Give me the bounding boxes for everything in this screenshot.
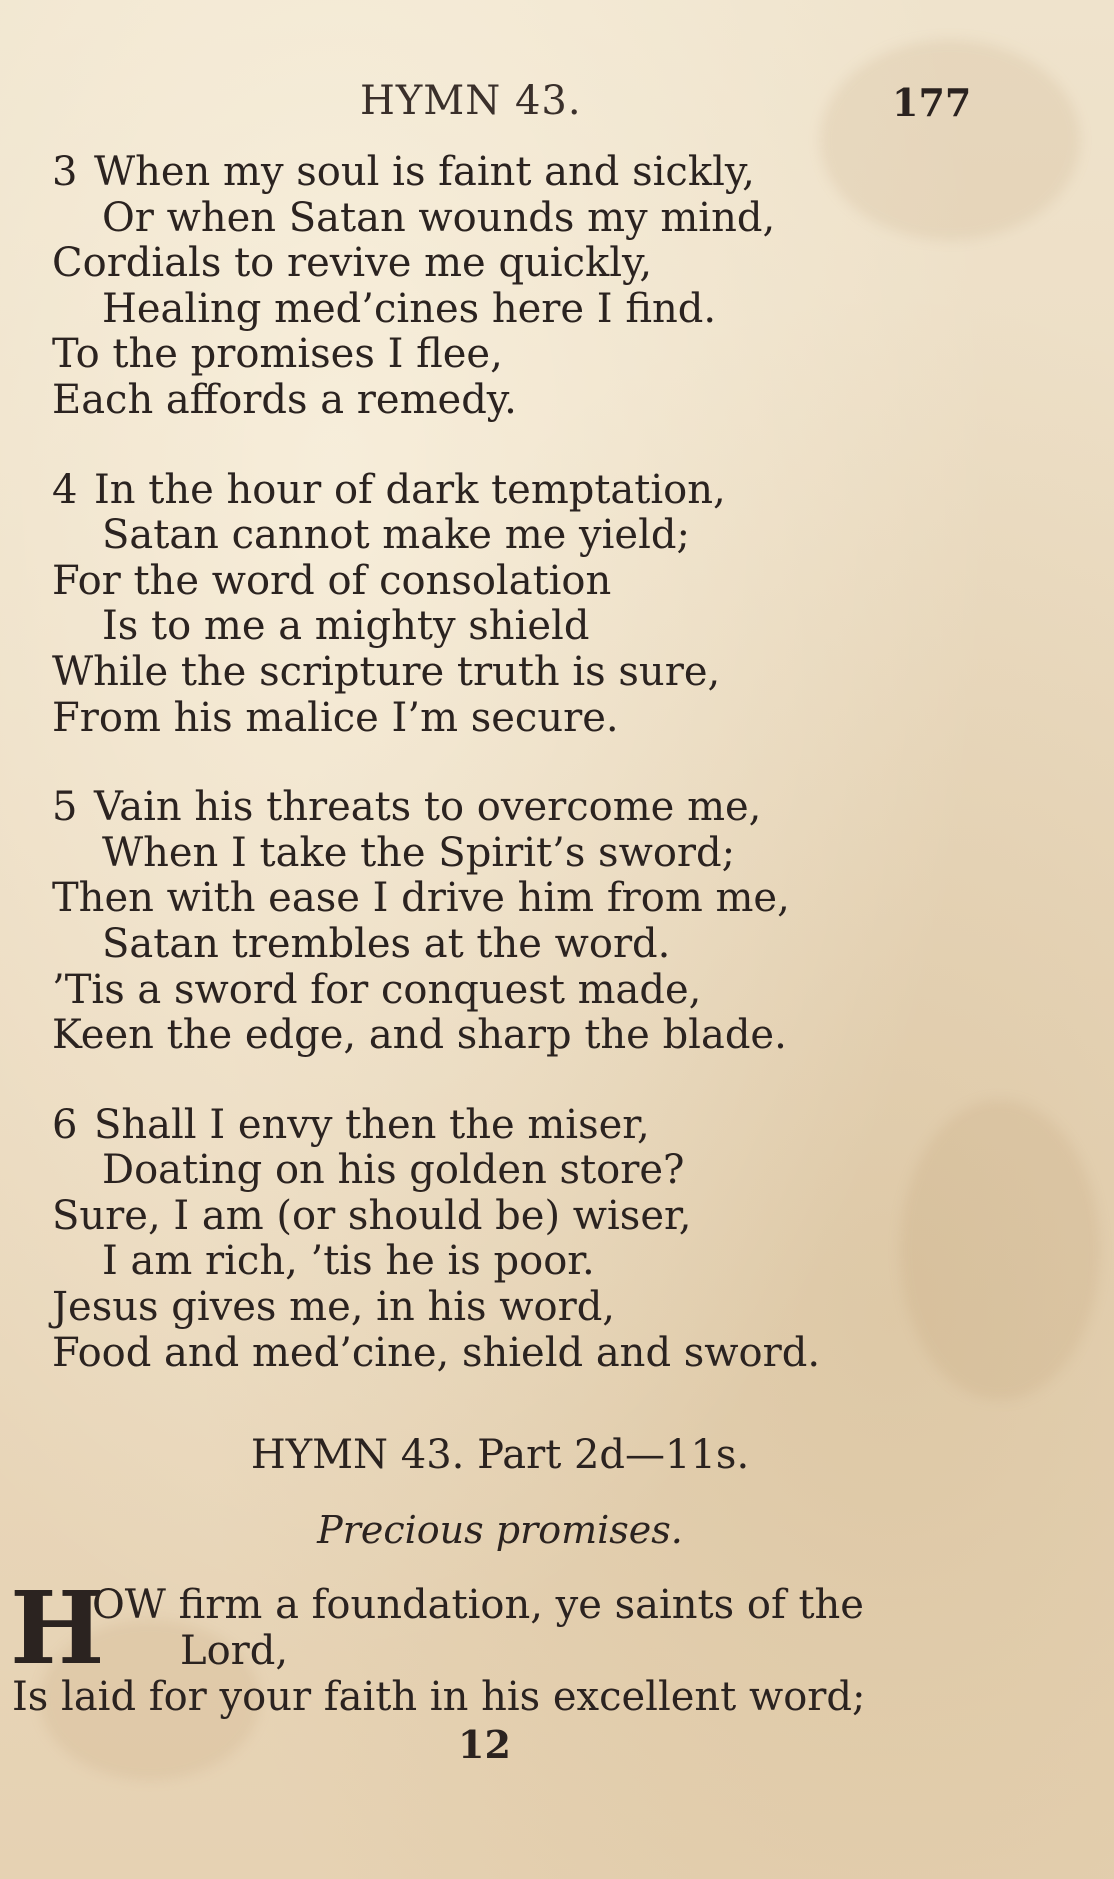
stanza-line: 6 Shall I envy then the miser, [52,1101,650,1148]
stanza-number: 3 [52,149,78,195]
stanza-5 [52,785,1052,1059]
page-header [0,78,1114,128]
stanza-number: 4 [52,466,78,513]
stanza-number: 6 [52,1101,78,1148]
stanza-line: Healing med’cines here I find. [102,285,717,332]
stanza-4 [52,468,1052,742]
stanza-line: Each affords a remedy. [52,376,517,423]
stanza-line: Food and med’cine, shield and sword. [52,1329,821,1376]
page-number: 177 [892,80,972,125]
signature-mark: 12 [458,1722,511,1767]
stanza-line: 5 Vain his threats to overcome me, [52,784,762,831]
stanza-line: Keen the edge, and sharp the blade. [52,1012,787,1059]
stanza-line: Doating on his golden store? [102,1147,685,1194]
stanza-line: For the word of consolation [52,557,612,604]
stanza-line: Cordials to revive me quickly, [52,240,653,287]
running-head: HYMN 43. [360,78,582,124]
stanza-line: Or when Satan wounds my mind, [102,194,776,241]
stanza-6 [52,1103,1052,1377]
stanza-line: Satan trembles at the word. [102,920,671,967]
hymn-stanzas [52,150,1052,1420]
stanza-line: 3 When my soul is faint and sickly, [52,149,755,195]
stanza-line: ’Tis a sword for conquest made, [52,966,702,1013]
hymn-subtitle: Precious promises. [317,1508,683,1552]
stanza-line: Then with ease I drive him from me, [52,875,790,922]
opening-line: OW firm a foundation, ye saints of the [92,1582,864,1628]
stanza-line: Satan cannot make me yield; [102,512,690,559]
stanza-number: 5 [52,784,78,831]
opening-line: Lord, [180,1628,289,1674]
stanza-line: When I take the Spirit’s sword; [102,829,736,876]
opening-line: Is laid for your faith in his excellent word; [12,1674,866,1720]
drop-cap: H [10,1569,105,1687]
stanza-line: While the scripture truth is sure, [52,648,721,695]
stanza-line: I am rich, ’tis he is poor. [102,1238,595,1285]
stanza-line: To the promises I flee, [52,331,503,378]
stanza-line: Is to me a mighty shield [102,603,590,650]
stanza-line: Sure, I am (or should be) wiser, [52,1192,692,1239]
stanza-line: 4 In the hour of dark temptation, [52,466,726,513]
hymn-title: HYMN 43. Part 2d—11s. [250,1432,750,1478]
stanza-line: From his malice I’m secure. [52,694,619,741]
stanza-3 [52,150,1052,424]
stanza-line: Jesus gives me, in his word, [52,1284,616,1331]
